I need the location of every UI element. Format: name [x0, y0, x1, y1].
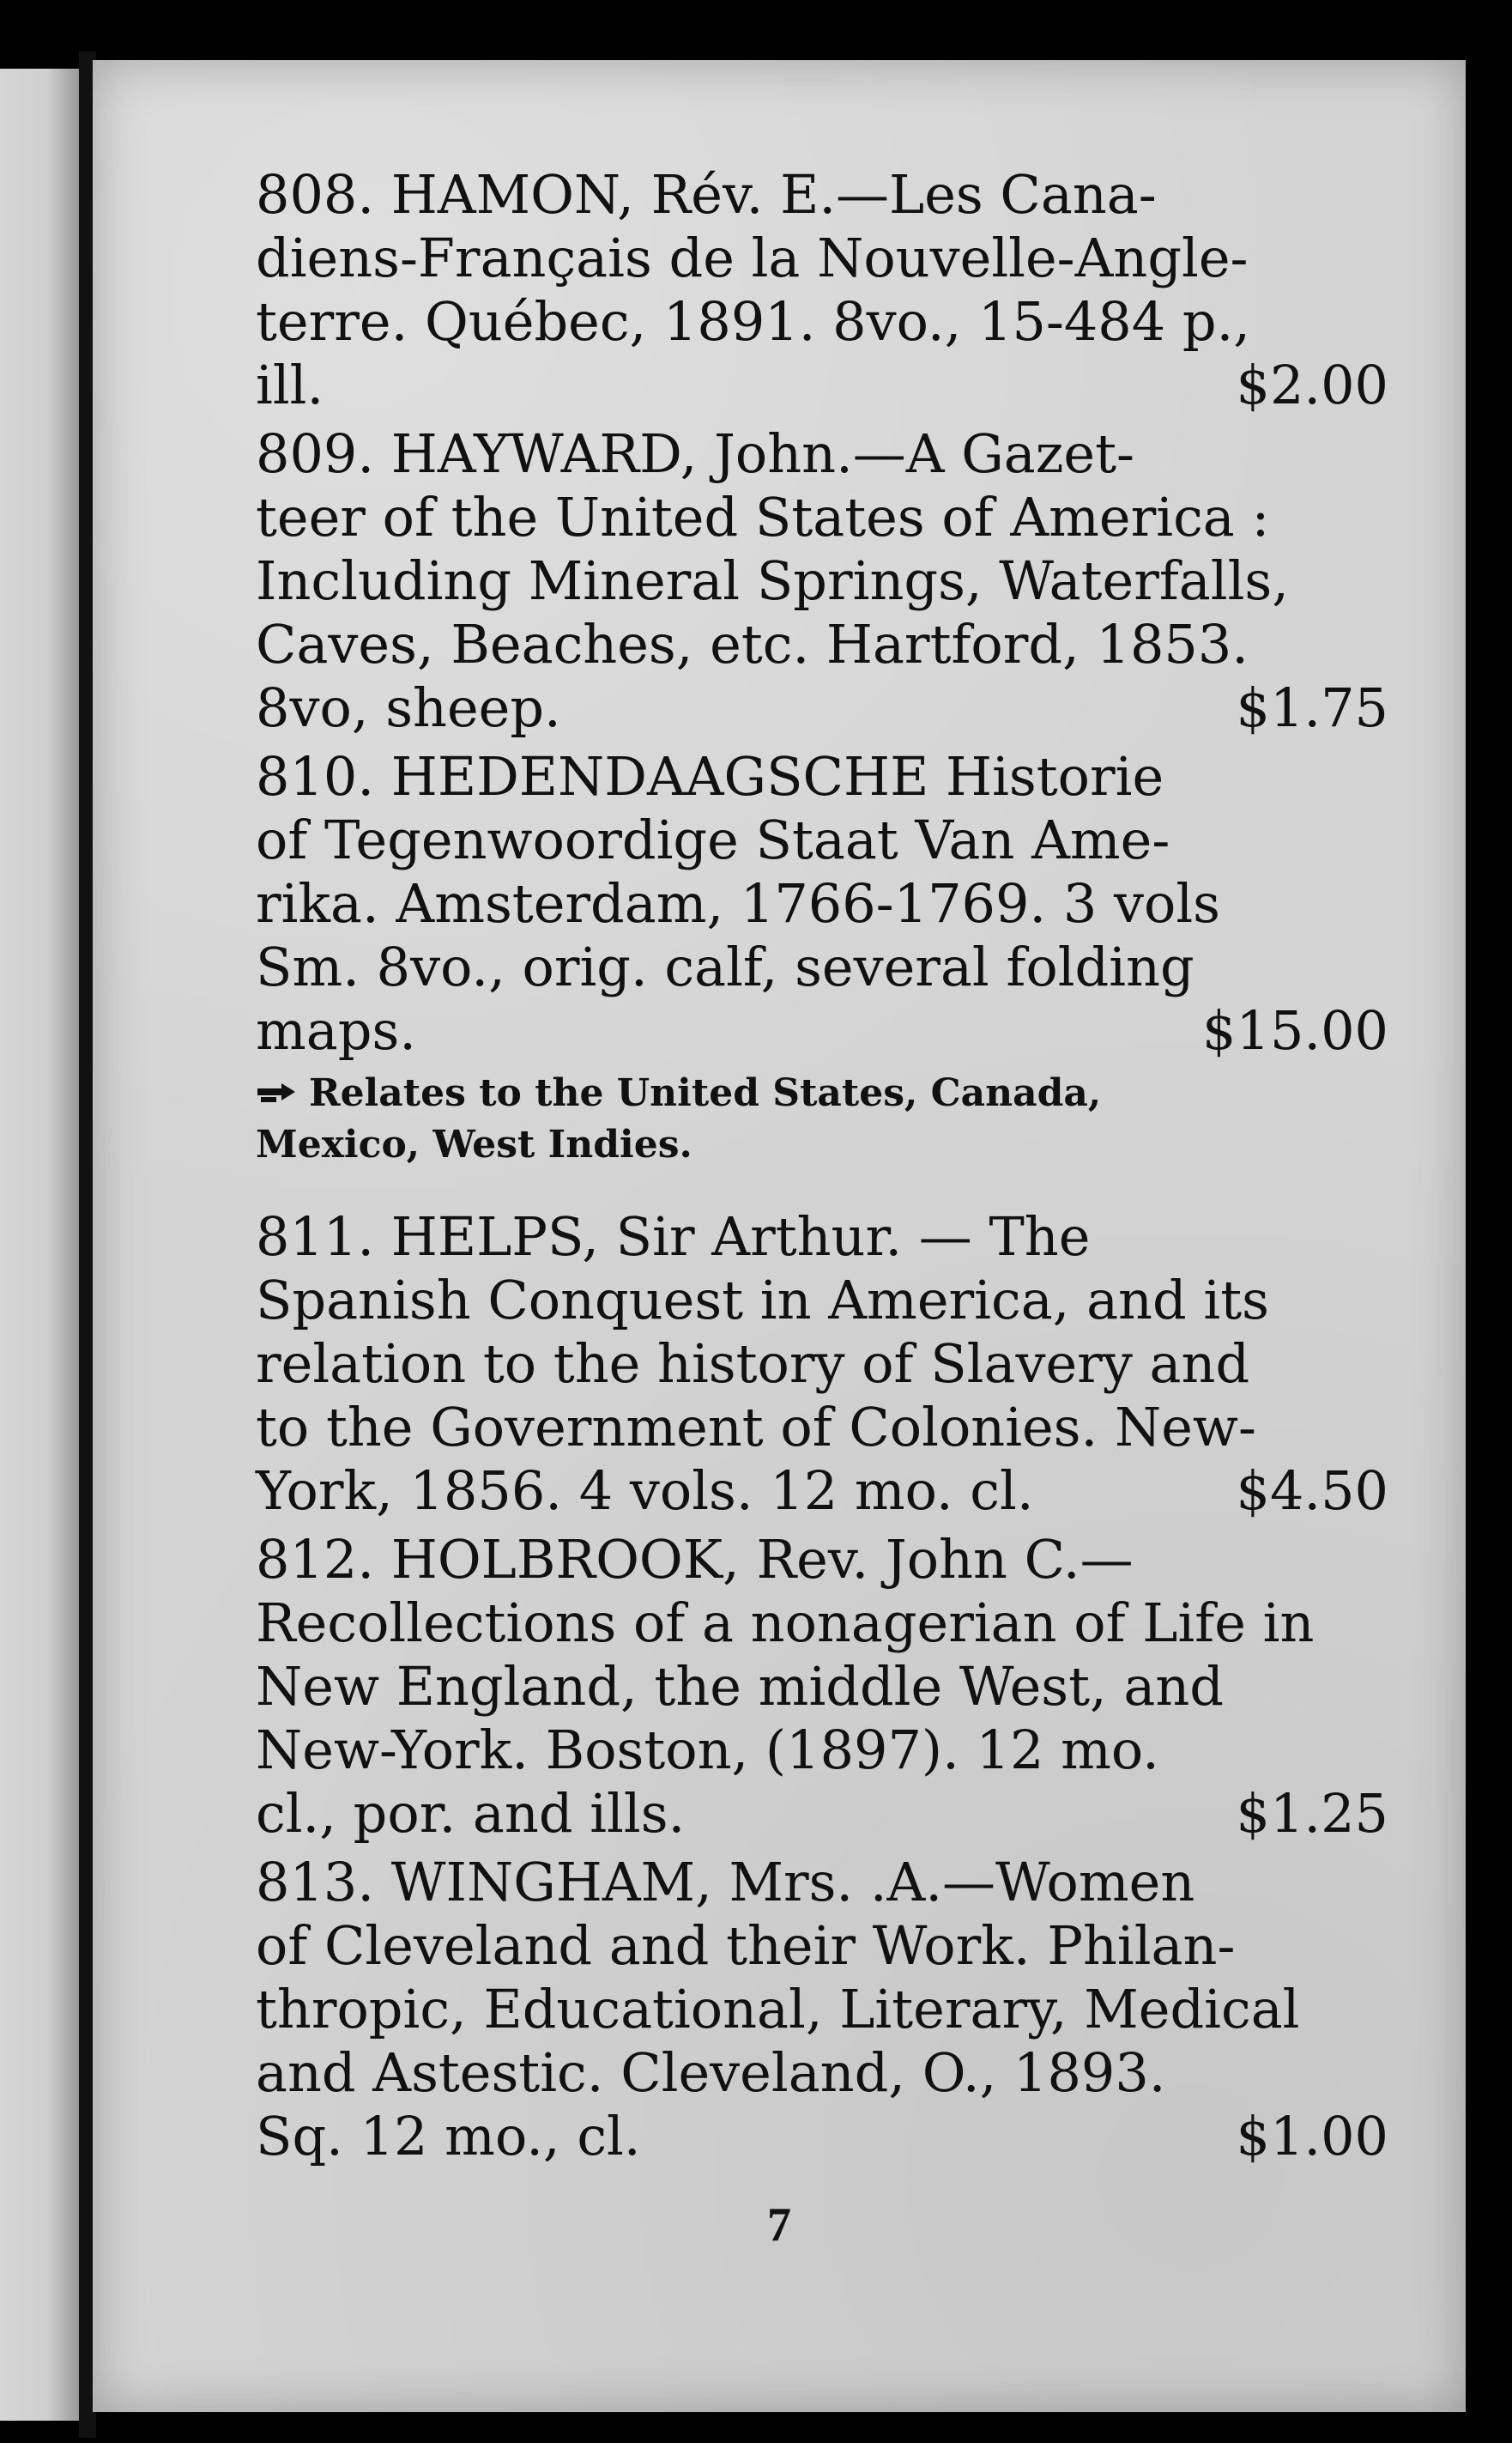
entry-line: relation to the history of Slavery and — [256, 1332, 1250, 1395]
entry-price-line — [256, 354, 1388, 417]
entry-price: $1.25 — [1236, 1782, 1388, 1845]
catalog-entry-811 — [256, 1205, 1388, 1523]
entry-line: 810. HEDENDAAGSCHE Historie — [256, 745, 1164, 808]
catalog-note — [256, 1068, 1388, 1171]
entry-line: Including Mineral Springs, Waterfalls, — [256, 549, 1289, 612]
entry-price: $4.50 — [1236, 1459, 1388, 1522]
note-line — [256, 1068, 1388, 1119]
entry-line: Recollections of a nonagerian of Life in — [256, 1591, 1315, 1654]
catalog-entry-813 — [256, 1851, 1388, 2168]
entry-line: rika. Amsterdam, 1766-1769. 3 vols — [256, 872, 1220, 935]
entry-price: $1.00 — [1236, 2105, 1388, 2167]
catalog-entry-808 — [256, 163, 1388, 417]
entry-line: terre. Québec, 1891. 8vo., 15-484 p., — [256, 290, 1250, 353]
entry-line: York, 1856. 4 vols. 12 mo. cl. — [256, 1459, 1034, 1522]
entry-line: 812. HOLBROOK, Rev. John C.— — [256, 1528, 1134, 1591]
catalog-text — [256, 163, 1388, 2173]
entry-line: of Cleveland and their Work. Philan- — [256, 1914, 1236, 1977]
entry-line: cl., por. and ills. — [256, 1782, 686, 1845]
entry-line: to the Government of Colonies. New- — [256, 1396, 1256, 1458]
catalog-entry-810 — [256, 745, 1388, 1063]
entry-price-line — [256, 1459, 1388, 1523]
entry-price: $1.75 — [1236, 676, 1388, 739]
entry-line: 813. WINGHAM, Mrs. .A.—Women — [256, 1851, 1195, 1913]
note-line: Mexico, West Indies. — [256, 1123, 692, 1167]
pointing-hand-icon — [256, 1068, 299, 1119]
catalog-entry-809 — [256, 422, 1388, 740]
entry-line: New-York. Boston, (1897). 12 mo. — [256, 1719, 1159, 1781]
catalog-page — [93, 60, 1466, 2412]
entry-line: teer of the United States of America : — [256, 486, 1270, 549]
entry-price-line — [256, 676, 1388, 740]
facing-page-edge — [0, 69, 79, 2421]
entry-line: Sq. 12 mo., cl. — [256, 2105, 641, 2167]
entry-line: maps. — [256, 999, 416, 1062]
entry-line: Sm. 8vo., orig. calf, several folding — [256, 936, 1194, 998]
entry-line: Caves, Beaches, etc. Hartford, 1853. — [256, 613, 1249, 676]
entry-line: Spanish Conquest in America, and its — [256, 1269, 1269, 1331]
page-number: 7 — [767, 2198, 791, 2252]
entry-line: diens-Français de la Nouvelle-Angle- — [256, 227, 1249, 289]
entry-line: of Tegenwoordige Staat Van Ame- — [256, 809, 1170, 871]
entry-price: $15.00 — [1202, 999, 1388, 1062]
catalog-entry-812 — [256, 1528, 1388, 1846]
entry-price-line — [256, 1782, 1388, 1846]
entry-line: and Astestic. Cleveland, O., 1893. — [256, 2041, 1166, 2104]
entry-line: 809. HAYWARD, John.—A Gazet- — [256, 422, 1134, 485]
entry-line: ill. — [256, 354, 324, 416]
entry-price-line — [256, 2105, 1388, 2168]
entry-line: 8vo, sheep. — [256, 676, 561, 739]
entry-price: $2.00 — [1236, 354, 1388, 416]
entry-line: 811. HELPS, Sir Arthur. — The — [256, 1205, 1091, 1268]
entry-price-line — [256, 999, 1388, 1063]
entry-line: New England, the middle West, and — [256, 1655, 1224, 1718]
entry-line: thropic, Educational, Literary, Medical — [256, 1978, 1300, 2040]
note-text: Relates to the United States, Canada, — [309, 1071, 1102, 1115]
entry-line: 808. HAMON, Rév. E.—Les Cana- — [256, 163, 1157, 226]
